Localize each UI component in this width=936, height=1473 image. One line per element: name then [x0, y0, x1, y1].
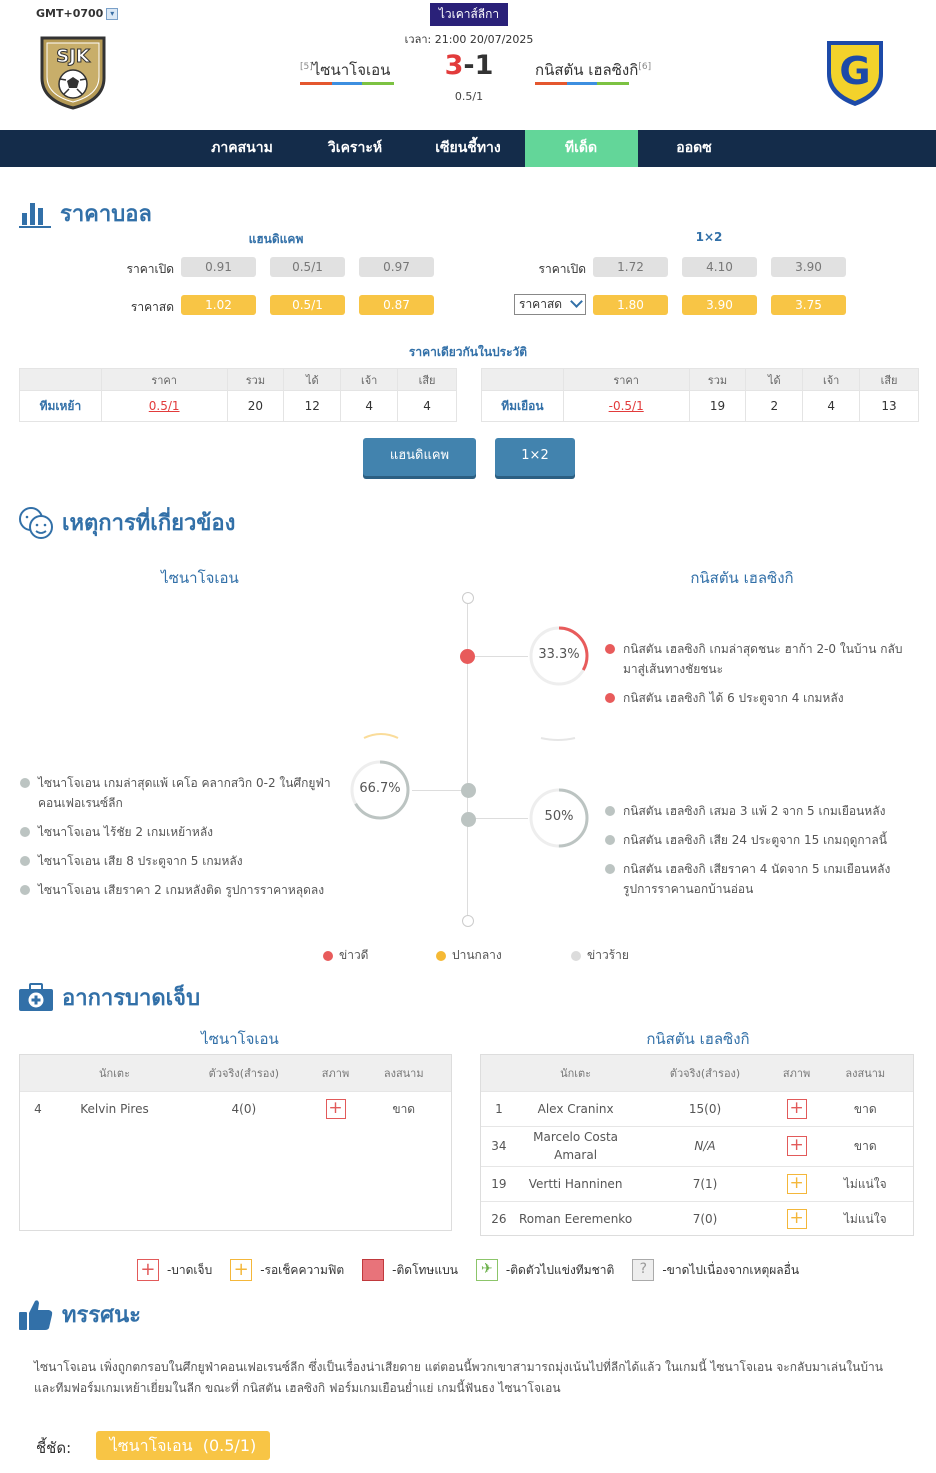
col-player: นักเตะ [56, 1055, 173, 1091]
away-underline [535, 82, 629, 85]
col-total: รวม [689, 369, 746, 391]
handicap-live-away: 0.87 [359, 295, 434, 315]
injured-icon: + [787, 1136, 807, 1156]
timeline-dot-away-good [460, 649, 475, 664]
table-row [481, 1126, 913, 1166]
injury-legend [0, 1259, 936, 1281]
dropdown-icon[interactable]: ▾ [106, 8, 118, 20]
history-handicap-button[interactable]: แฮนดิแคพ [363, 438, 476, 476]
col-play: ลงสนาม [818, 1055, 913, 1091]
away-injury-table [480, 1054, 914, 1236]
pick-badge: ไซนาโจเอน (0.5/1) [96, 1431, 270, 1460]
player-name[interactable]: Vertti Hanninen [517, 1166, 635, 1201]
event-text: กนิสตัน เฮลซิงกิ เสมอ 3 แพ้ 2 จาก 5 เกมเยือนหลัง [623, 804, 886, 818]
history-1x2-button[interactable]: 1×2 [495, 438, 575, 476]
good-news-dot [605, 644, 615, 654]
away-good-item-2 [605, 688, 915, 708]
bad-news-dot [605, 806, 615, 816]
home-logo-text: SJK [56, 46, 90, 67]
away-history-win: 2 [746, 391, 803, 422]
home-injury-table [19, 1054, 452, 1231]
nav-expert[interactable]: เซียนชี้ทาง [435, 140, 501, 156]
away-name-text: กนิสตัน เฮลซิงกิ [535, 61, 639, 79]
legend-injured-label: -บาดเจ็บ [166, 1262, 213, 1277]
player-name[interactable]: Marcelo Costa Amaral [517, 1126, 635, 1166]
airplane-icon: ✈ [476, 1259, 498, 1281]
player-apps: 15(0) [634, 1091, 775, 1126]
player-status [776, 1091, 818, 1126]
handicap-live-line: 0.5/1 [270, 295, 345, 315]
home-bad-item-3 [20, 851, 338, 871]
col-blank [20, 369, 102, 391]
match-time [380, 30, 558, 48]
x12-live-home: 1.80 [593, 295, 668, 315]
home-history-price[interactable]: 0.5/1 [101, 391, 227, 422]
table-row [482, 391, 919, 422]
away-bad-ring [528, 787, 590, 849]
events-away-team: กนิสตัน เฮลซิงกิ [690, 569, 794, 587]
events-section-title [18, 505, 235, 540]
home-team-name[interactable] [300, 58, 390, 82]
away-bad-item-1 [605, 801, 915, 821]
away-score: 1 [474, 50, 494, 81]
player-play: ขาด [818, 1091, 913, 1126]
away-good-item-1 [605, 639, 915, 679]
bad-news-dot [20, 827, 30, 837]
home-team-logo[interactable] [38, 34, 108, 110]
time-label: เวลา: [404, 33, 432, 46]
timezone-label: GMT+0700 [36, 7, 104, 20]
home-history-lose: 4 [398, 391, 457, 422]
timeline-start [462, 592, 474, 604]
thumbs-up-icon [18, 1298, 54, 1332]
col-win: ได้ [284, 369, 341, 391]
col-no [481, 1055, 517, 1091]
away-team-logo[interactable] [824, 38, 886, 108]
x12-open-home: 1.72 [593, 257, 668, 277]
away-good-ring [528, 625, 590, 687]
event-text: ไซนาโจเอน เสียราคา 2 เกมหลังติด รูปการราคาหลุดลง [38, 883, 325, 897]
col-win: ได้ [746, 369, 803, 391]
away-bad-item-2 [605, 830, 915, 850]
pick-label: ชี้ชัด: [36, 1439, 72, 1457]
legend-neutral [436, 946, 502, 965]
bad-news-dot [605, 864, 615, 874]
player-status [776, 1166, 818, 1201]
away-history-lose: 13 [860, 391, 919, 422]
player-number: 19 [481, 1166, 517, 1201]
legend-doubtful-label: -รอเช็คความฟิต [260, 1262, 345, 1277]
handicap-live-home: 1.02 [181, 295, 256, 315]
injured-icon: + [326, 1099, 346, 1119]
col-player: นักเตะ [517, 1055, 635, 1091]
player-status [315, 1091, 357, 1127]
timezone-selector[interactable] [36, 7, 118, 20]
x12-open-label: ราคาเปิด [538, 262, 586, 276]
col-draw: เจ้า [341, 369, 398, 391]
player-number: 34 [481, 1126, 517, 1166]
opinion-title-text: ทรรศนะ [62, 1303, 141, 1328]
bad-news-dot [20, 885, 30, 895]
player-name[interactable]: Roman Eeremenko [517, 1201, 635, 1236]
doubtful-icon: + [787, 1209, 807, 1229]
away-history-draw: 4 [803, 391, 860, 422]
bad-news-dot [20, 856, 30, 866]
player-name[interactable]: Kelvin Pires [56, 1091, 173, 1127]
away-injury-grid [481, 1055, 913, 1236]
nav-analysis[interactable]: วิเคราะห์ [327, 140, 383, 156]
player-play: ไม่แน่ใจ [818, 1201, 913, 1236]
col-no [20, 1055, 56, 1091]
x12-live-away: 3.75 [771, 295, 846, 315]
event-text: ไซนาโจเอน เสีย 8 ประตูจาก 5 เกมหลัง [38, 854, 243, 868]
player-apps: 7(0) [634, 1201, 775, 1236]
events-title-text: เหตุการที่เกี่ยวข้อง [62, 511, 236, 536]
timeline-end [462, 915, 474, 927]
player-apps: N/A [634, 1126, 775, 1166]
bad-news-dot [605, 835, 615, 845]
odds-title-text: ราคาบอล [60, 202, 152, 227]
home-history-draw: 4 [341, 391, 398, 422]
away-bad-pct: 50% [544, 809, 574, 824]
events-home-team: ไซนาโจเอน [161, 569, 239, 587]
event-text: กนิสตัน เฮลซิงกิ เสีย 24 ประตูจาก 15 เกมฤดูกาลนี้ [623, 833, 887, 847]
home-bad-item-2 [20, 822, 338, 842]
player-number: 1 [481, 1091, 517, 1126]
table-row [481, 1091, 913, 1126]
col-blank [482, 369, 564, 391]
col-lose: เสีย [398, 369, 457, 391]
faint-arc [533, 734, 583, 742]
event-text: กนิสตัน เฮลซิงกิ ได้ 6 ประตูจาก 4 เกมหลัง [623, 691, 844, 705]
event-text: กนิสตัน เฮลซิงกิ เกมล่าสุดชนะ ฮาก้า 2-0 ในบ้าน กลับมาสู่เส้นทางชัยชนะ [623, 642, 903, 676]
away-good-pct: 33.3% [538, 647, 580, 662]
col-play: ลงสนาม [356, 1055, 451, 1091]
player-apps: 7(1) [634, 1166, 775, 1201]
col-lose: เสีย [860, 369, 919, 391]
x12-live-draw: 3.90 [682, 295, 757, 315]
legend-national [476, 1259, 614, 1281]
connector-away-bad [475, 818, 528, 819]
event-text: ไซนาโจเอน ไร้ชัย 2 เกมเหย้าหลัง [38, 825, 214, 839]
home-score: 3 [444, 50, 464, 81]
connector-away-good [475, 656, 528, 657]
legend-other [632, 1259, 799, 1281]
legend-suspended [362, 1259, 458, 1281]
legend-neutral-label: ปานกลาง [452, 948, 502, 962]
away-history-price[interactable]: -0.5/1 [563, 391, 689, 422]
opinion-section-title [18, 1297, 141, 1332]
home-history-table [19, 368, 457, 422]
match-handicap: 0.5/1 [454, 90, 484, 103]
good-news-dot [605, 693, 615, 703]
home-bad-item-1 [20, 773, 338, 813]
player-number: 26 [481, 1201, 517, 1236]
nav-tips[interactable]: ทีเด็ด [525, 130, 638, 167]
handicap-live-label: ราคาสด [130, 300, 174, 314]
suspended-icon [362, 1259, 384, 1281]
away-team-name[interactable] [535, 58, 651, 82]
away-history-total: 19 [689, 391, 746, 422]
bad-news-dot [20, 778, 30, 788]
timeline-dot-away-bad [461, 812, 476, 827]
match-score [442, 50, 496, 81]
injured-icon: + [137, 1259, 159, 1281]
player-status [776, 1201, 818, 1236]
table-row [481, 1201, 913, 1236]
neutral-news-dot [436, 951, 446, 961]
nav-field[interactable]: ภาคสนาม [211, 140, 273, 156]
opinion-text: ไซนาโจเอน เพิ่งถูกตกรอบในศึกยูฟ่าคอนเฟอเรนซ์ลีก ซึ่งเป็นเรื่องน่าเสียดาย แต่ตอนนี้พวกเขาสามารถมุ่งเน้นไปที่ลีกได้แล้ว ในเกมนี้ ไซนาโจเอน จะกลับมาเล่นในบ้านและทีมฟอร์มเกมเหย้าเยี่ยมในลีก ขณะที่ กนิสตัน เฮลซิงกิ ฟอร์มเกมเยือนย่ำแย่ เกมนี้ฟันธง ไซนาโจเอน [34, 1360, 883, 1395]
x12-header: 1×2 [695, 230, 723, 244]
handicap-open-line: 0.5/1 [270, 257, 345, 277]
handicap-open-away: 0.97 [359, 257, 434, 277]
injury-away-team: กนิสตัน เฮลซิงกิ [646, 1030, 750, 1048]
score-separator: - [463, 50, 475, 81]
chevron-down-icon [570, 295, 583, 308]
nav-odds[interactable]: ออดซ [676, 140, 712, 156]
player-play: ขาด [356, 1091, 451, 1127]
home-bad-ring [349, 759, 411, 821]
table-row [20, 391, 457, 422]
away-logo-text: G [839, 49, 871, 93]
player-play: ขาด [818, 1126, 913, 1166]
col-total: รวม [227, 369, 284, 391]
time-value: 21:00 20/07/2025 [434, 33, 534, 46]
table-row [20, 1091, 451, 1127]
table-row [481, 1166, 913, 1201]
handicap-open-label: ราคาเปิด [126, 262, 174, 276]
injury-home-team: ไซนาโจเอน [201, 1030, 279, 1048]
bad-news-dot [571, 951, 581, 961]
event-text: กนิสตัน เฮลซิงกิ เสียราคา 4 นัดจาก 5 เกมเยือนหลัง รูปการราคานอกบ้านอ่อน [623, 862, 891, 896]
legend-other-label: -ขาดไปเนื่องจากเหตุผลอื่น [662, 1262, 800, 1277]
x12-open-away: 3.90 [771, 257, 846, 277]
connector-home-bad [412, 790, 461, 791]
home-bad-pct: 66.7% [359, 781, 401, 796]
x12-price-select[interactable] [514, 294, 586, 315]
home-underline [300, 82, 394, 85]
home-bad-item-4 [20, 880, 338, 900]
col-price: ราคา [563, 369, 689, 391]
injured-icon: + [787, 1099, 807, 1119]
home-injury-grid [20, 1055, 451, 1127]
home-history-label: ทีมเหย้า [20, 391, 102, 422]
col-status: สภาพ [315, 1055, 357, 1091]
event-text: ไซนาโจเอน เกมล่าสุดแพ้ เคโอ คลากสวิก 0-2 ในศึกยูฟ่าคอนเฟอเรนซ์ลีก [38, 776, 331, 810]
question-icon: ? [632, 1259, 654, 1281]
legend-suspended-label: -ติดโทษแบน [392, 1262, 458, 1277]
away-bad-item-3 [605, 859, 915, 899]
handicap-header: แฮนดิแคพ [248, 232, 304, 246]
player-play: ไม่แน่ใจ [818, 1166, 913, 1201]
legend-doubtful [230, 1259, 344, 1281]
legend-injured [137, 1259, 212, 1281]
col-apps: ตัวจริง(สำรอง) [173, 1055, 314, 1091]
legend-national-label: -ติดตัวไปแข่งทีมชาติ [505, 1262, 615, 1277]
bar-chart-icon [18, 199, 52, 229]
player-number: 4 [20, 1091, 56, 1127]
faint-arc [356, 732, 406, 740]
col-draw: เจ้า [803, 369, 860, 391]
injury-title-text: อาการบาดเจ็บ [62, 986, 201, 1011]
timeline-dot-home-bad [461, 783, 476, 798]
home-name-text: ไซนาโจเอน [312, 61, 391, 79]
x12-open-draw: 4.10 [682, 257, 757, 277]
col-status: สภาพ [776, 1055, 818, 1091]
handicap-open-home: 0.91 [181, 257, 256, 277]
away-history-label: ทีมเยือน [482, 391, 564, 422]
doubtful-icon: + [787, 1174, 807, 1194]
main-nav [0, 130, 936, 167]
legend-bad [571, 946, 629, 965]
history-title: ราคาเดียวกันในประวัติ [408, 345, 528, 359]
legend-bad-label: ข่าวร้าย [587, 948, 629, 962]
home-history-win: 12 [284, 391, 341, 422]
injury-section-title [18, 980, 200, 1015]
medical-kit-icon [18, 983, 54, 1013]
player-status [776, 1126, 818, 1166]
col-apps: ตัวจริง(สำรอง) [634, 1055, 775, 1091]
home-rank: [5] [300, 62, 313, 72]
away-rank: [6] [638, 62, 652, 72]
legend-good [323, 946, 368, 965]
x12-select-value: ราคาสด [519, 297, 563, 311]
doubtful-icon: + [230, 1259, 252, 1281]
player-apps: 4(0) [173, 1091, 314, 1127]
league-badge[interactable]: ไวเคาส์ลีกา [430, 3, 508, 26]
home-history-total: 20 [227, 391, 284, 422]
player-name[interactable]: Alex Craninx [517, 1091, 635, 1126]
col-price: ราคา [101, 369, 227, 391]
away-history-table [481, 368, 919, 422]
faces-icon [18, 506, 54, 540]
legend-good-label: ข่าวดี [339, 948, 369, 962]
good-news-dot [323, 951, 333, 961]
odds-section-title [18, 196, 152, 231]
